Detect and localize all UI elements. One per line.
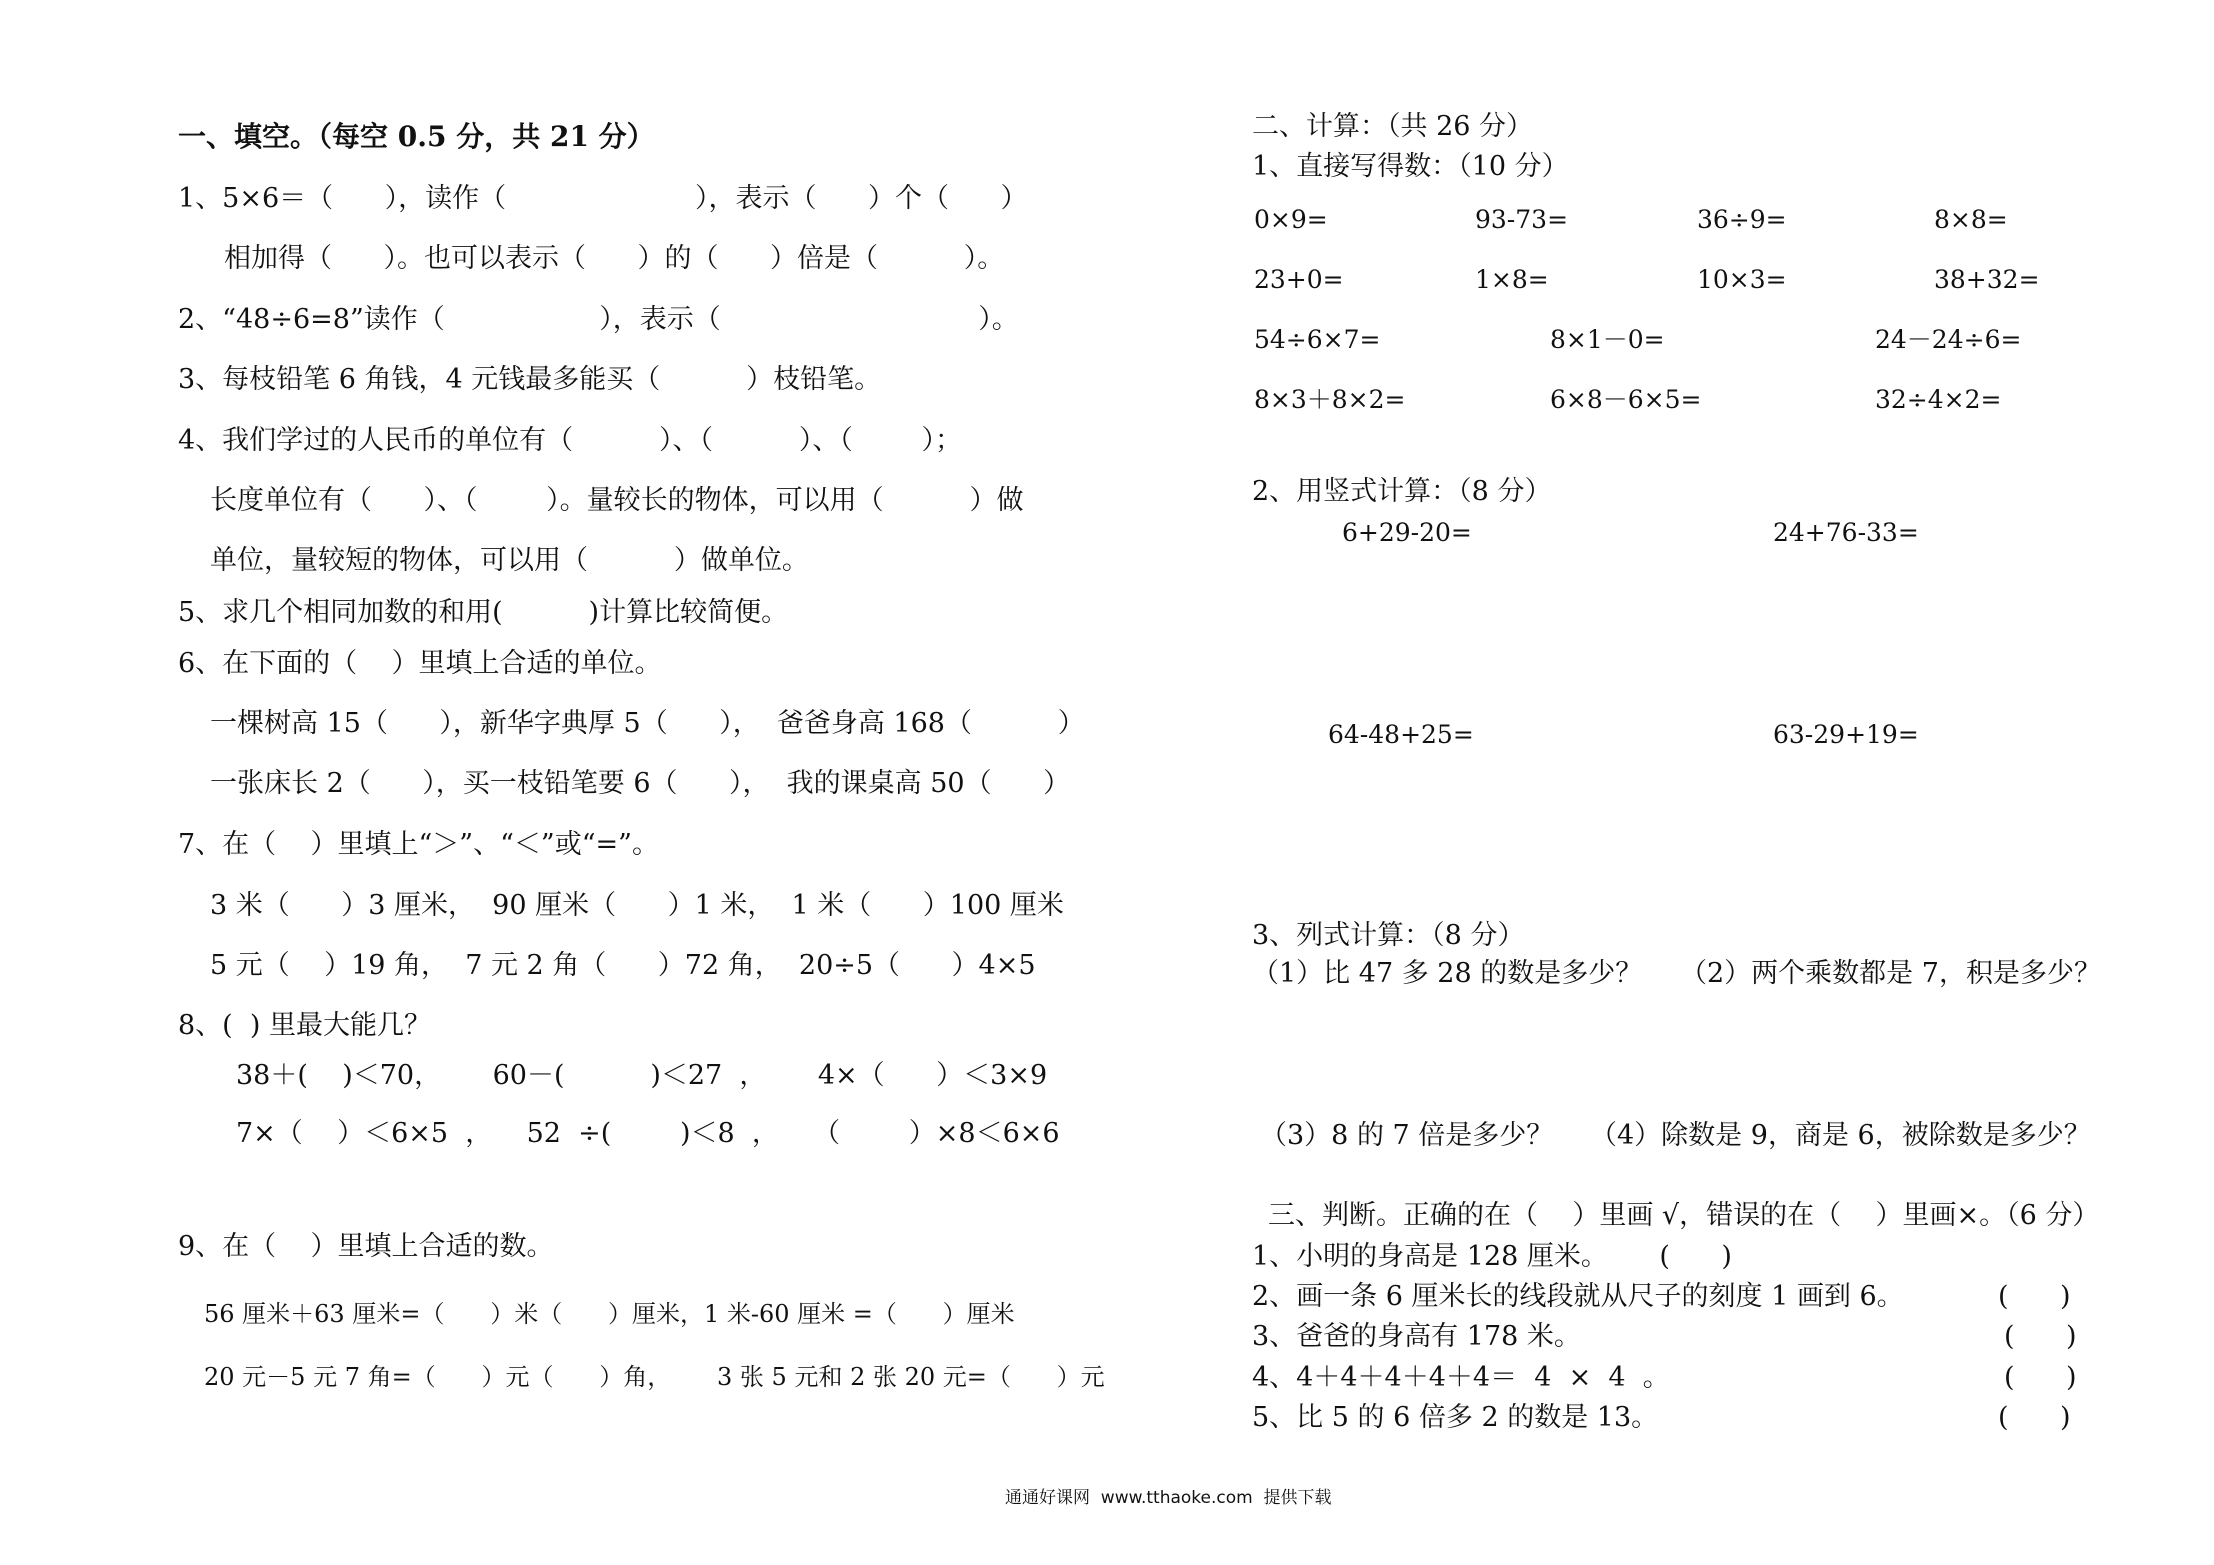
mental-3-0: 8×3＋8×2= (1254, 385, 1406, 414)
judge-5: 5、比 5 的 6 倍多 2 的数是 13。 (1252, 1402, 1659, 1433)
word-q1: （1）比 47 多 28 的数是多少？ (1252, 958, 1643, 989)
mental-1-3: 38+32= (1934, 265, 2040, 294)
q4-line3: 单位，量较短的物体，可以用（ ）做单位。 (210, 545, 809, 576)
q8-line1: 38＋( )＜70， 60－( )＜27 ， 4×（ ）＜3×9 (236, 1060, 1048, 1091)
vertical-1: 24+76-33= (1773, 518, 1919, 547)
judge-3: 3、爸爸的身高有 178 米。 (1252, 1321, 1581, 1352)
q4-line2: 长度单位有（ ）、（ ）。量较长的物体，可以用（ ）做 (210, 485, 1024, 516)
word-problems-title: 3、列式计算：（8 分） (1252, 920, 1525, 951)
q7-line2: 5 元（ ）19 角， 7 元 2 角（ ）72 角， 20÷5（ ）4×5 (210, 950, 1036, 981)
mental-0-2: 36÷9= (1697, 205, 1787, 234)
mental-1-2: 10×3= (1697, 265, 1787, 294)
mental-3-1: 6×8－6×5= (1550, 385, 1702, 414)
q6-title: 6、在下面的（ ）里填上合适的单位。 (178, 648, 662, 679)
mental-2-0: 54÷6×7= (1254, 325, 1381, 354)
word-q2: （2）两个乘数都是 7，积是多少？ (1680, 958, 2101, 989)
word-q4: （4）除数是 9，商是 6，被除数是多少？ (1590, 1120, 2091, 1151)
judge-1: 1、小明的身高是 128 厘米。 ( ) (1252, 1241, 1732, 1272)
word-q3: （3）8 的 7 倍是多少？ (1260, 1120, 1554, 1151)
mental-math-title: 1、直接写得数：（10 分） (1252, 151, 1569, 182)
mental-0-3: 8×8= (1934, 205, 2008, 234)
mental-2-1: 8×1－0= (1550, 325, 1665, 354)
mental-1-0: 23+0= (1254, 265, 1344, 294)
section1-title: 一、填空。（每空 0.5 分，共 21 分） (178, 120, 655, 153)
judge-5-bracket: ( ) (1998, 1402, 2071, 1433)
q4-line1: 4、我们学过的人民币的单位有（ ）、（ ）、（ ）； (178, 425, 962, 456)
q5-line: 5、求几个相同加数的和用( )计算比较简便。 (178, 597, 789, 628)
vertical-0: 6+29-20= (1342, 518, 1472, 547)
footer-text: 通通好课网 www.tthaoke.com 提供下载 (1005, 1488, 1332, 1508)
judge-2: 2、画一条 6 厘米长的线段就从尺子的刻度 1 画到 6。 (1252, 1281, 1904, 1312)
q8-title: 8、( ) 里最大能几？ (178, 1010, 431, 1041)
vertical-2: 64-48+25= (1328, 720, 1474, 749)
q1-line2: 相加得（ ）。也可以表示（ ）的（ ）倍是（ ）。 (224, 243, 1005, 274)
vertical-calc-title: 2、用竖式计算：（8 分） (1252, 476, 1552, 507)
q6-line2: 一张床长 2（ ），买一枝铅笔要 6（ ）， 我的课桌高 50（ ） (210, 768, 1071, 799)
q1-line1: 1、5×6＝（ ），读作（ ），表示（ ）个（ ） (178, 183, 1028, 214)
q7-line1: 3 米（ ）3 厘米， 90 厘米（ ）1 米， 1 米（ ）100 厘米 (210, 890, 1064, 921)
mental-3-2: 32÷4×2= (1875, 385, 2002, 414)
mental-0-1: 93-73= (1475, 205, 1569, 234)
q2-line: 2、“48÷6=8”读作（ ），表示（ ）。 (178, 304, 1019, 335)
q9-title: 9、在（ ）里填上合适的数。 (178, 1231, 554, 1262)
judge-4: 4、4＋4＋4＋4＋4＝ 4 × 4 。 (1252, 1362, 1670, 1393)
judge-3-bracket: ( ) (2004, 1321, 2077, 1352)
q7-title: 7、在（ ）里填上“＞”、“＜”或“=”。 (178, 829, 659, 860)
q9-line1: 56 厘米＋63 厘米=（ ）米（ ）厘米，1 米-60 厘米 =（ ）厘米 (204, 1300, 1015, 1328)
section2-title: 二、计算：（共 26 分） (1252, 111, 1534, 142)
mental-2-2: 24－24÷6= (1875, 325, 2022, 354)
judge-2-bracket: ( ) (1998, 1281, 2071, 1312)
q8-line2: 7×（ ）＜6×5 ， 52 ÷( )＜8 ， （ ）×8＜6×6 (236, 1118, 1060, 1149)
q9-line2: 20 元－5 元 7 角=（ ）元（ ）角， 3 张 5 元和 2 张 20 元=（ ）元 (204, 1363, 1105, 1391)
mental-1-1: 1×8= (1475, 265, 1549, 294)
vertical-3: 63-29+19= (1773, 720, 1919, 749)
q3-line: 3、每枝铅笔 6 角钱，4 元钱最多能买（ ）枝铅笔。 (178, 364, 882, 395)
section3-title: 三、判断。正确的在（ ）里画 √，错误的在（ ）里画×。（6 分） (1268, 1200, 2100, 1231)
judge-4-bracket: ( ) (2004, 1362, 2077, 1393)
q6-line1: 一棵树高 15（ ），新华字典厚 5（ ）， 爸爸身高 168（ ） (210, 708, 1085, 739)
mental-0-0: 0×9= (1254, 205, 1328, 234)
